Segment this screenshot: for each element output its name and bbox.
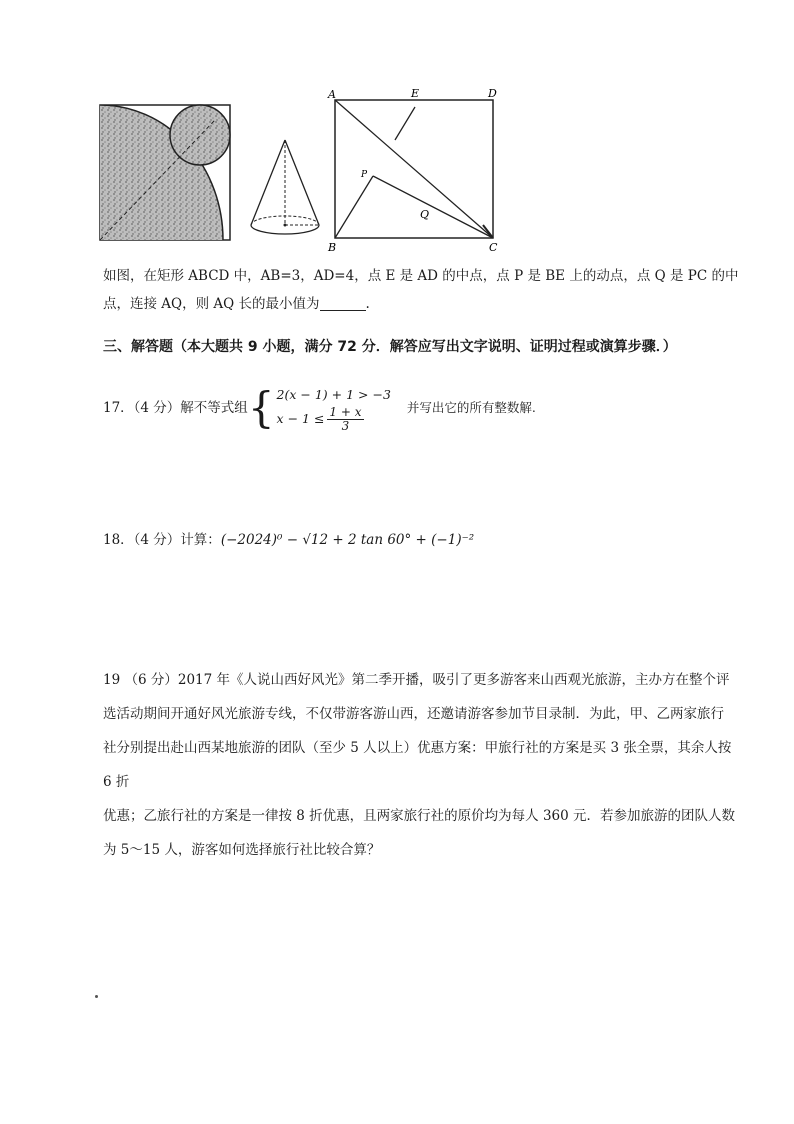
- q16-text-1: 如图，在矩形 ABCD 中，AB=3，AD=4，点 E 是 AD 的中点，点 P 是 BE 上的动点，点 Q 是 PC 的中: [103, 268, 739, 284]
- question-16: [103, 262, 743, 318]
- question-19: [103, 663, 743, 867]
- label-p: P: [361, 170, 368, 180]
- q17-suffix: 并写出它的所有整数解.: [406, 400, 536, 415]
- q19-line4: 优惠；乙旅行社的方案是一律按 8 折优惠，且两家旅行社的原价均为每人 360 元．若参加旅游的团队人数: [103, 808, 736, 824]
- inequality-2-left: x − 1 ≤: [276, 411, 325, 426]
- question-18: [103, 526, 763, 566]
- section-3-heading: 三、解答题（本大题共 9 小题，满分 72 分．解答应写出文字说明、证明过程或演算步骤．）: [103, 339, 677, 355]
- rectangle-abcd-figure: [327, 87, 498, 254]
- fraction-denominator: 3: [341, 418, 350, 433]
- cone-figure: [251, 140, 319, 234]
- inequality-1: 2(x − 1) + 1 > −3: [276, 386, 391, 402]
- q18-prefix: 18．（4 分）计算：: [103, 532, 221, 548]
- fraction: [327, 406, 363, 433]
- label-c: C: [489, 241, 498, 254]
- q18-expression: (−2024)⁰ − √12 + 2 tan 60° + (−1)⁻²: [220, 532, 475, 548]
- figures-row: [95, 85, 515, 255]
- q16-line1: [103, 262, 743, 290]
- label-b: B: [328, 241, 337, 254]
- system-brace: {: [247, 383, 275, 432]
- scan-speck: [95, 995, 98, 998]
- q19-line3: 社分别提出赴山西某地旅游的团队（至少 5 人以上）优惠方案：甲旅行社的方案是买 3 张全票，其余人按 6 折: [103, 740, 732, 790]
- q16-text-2a: 点，连接 AQ，则 AQ 长的最小值为: [103, 296, 320, 312]
- q16-line2: [103, 290, 743, 318]
- label-d: D: [488, 87, 497, 100]
- q19-line2: 选活动期间开通好风光旅游专线，不仅带游客游山西，还邀请游客参加节目录制．为此，甲、乙两家旅行: [103, 706, 724, 722]
- figures-svg: [95, 85, 515, 255]
- inequality-2: [277, 406, 391, 433]
- q19-line1: 19 （6 分）2017 年《人说山西好风光》第二季开播，吸引了更多游客来山西观光旅游，主办方在整个评: [103, 672, 730, 688]
- square-quarter-circle-figure: [100, 105, 230, 240]
- answer-blank[interactable]: [320, 296, 366, 311]
- inequality-system: [277, 384, 391, 433]
- question-17: [103, 378, 763, 438]
- fraction-numerator: 1 + x: [329, 404, 362, 419]
- label-q: Q: [420, 208, 430, 221]
- label-a: A: [328, 88, 336, 101]
- q17-prefix: 17．（4 分）解不等式组: [103, 400, 248, 416]
- label-e: E: [411, 87, 420, 100]
- q16-text-2b: .: [365, 296, 370, 312]
- q19-line5: 为 5～15 人，游客如何选择旅行社比较合算？: [103, 842, 381, 858]
